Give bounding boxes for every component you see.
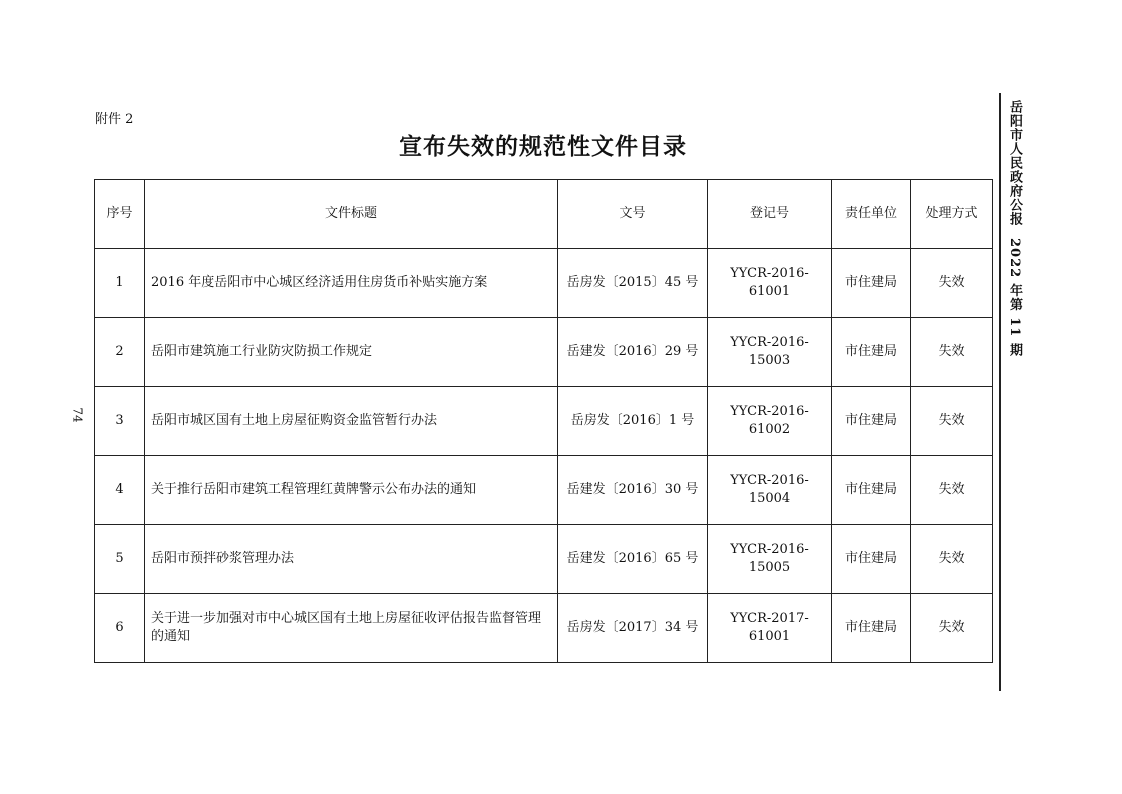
cell-doc-no: 岳房发〔2016〕1 号 <box>558 387 708 456</box>
side-divider <box>999 93 1001 691</box>
cell-action: 失效 <box>911 249 993 318</box>
table-row <box>95 249 993 318</box>
header-file-title: 文件标题 <box>145 180 558 249</box>
revoked-documents-table <box>94 179 993 663</box>
publication-sidebar <box>1005 100 1024 362</box>
header-no: 序号 <box>95 180 145 249</box>
table-row <box>95 525 993 594</box>
cell-no: 6 <box>95 594 145 663</box>
cell-no: 2 <box>95 318 145 387</box>
table-header-row <box>95 180 993 249</box>
cell-action: 失效 <box>911 525 993 594</box>
cell-title: 岳阳市预拌砂浆管理办法 <box>145 525 558 594</box>
cell-action: 失效 <box>911 594 993 663</box>
cell-reg-no: YYCR-2016-15005 <box>708 525 832 594</box>
table-row <box>95 318 993 387</box>
cell-reg-no: YYCR-2016-15003 <box>708 318 832 387</box>
publication-name: 岳阳市人民政府公报 <box>1007 100 1022 226</box>
cell-no: 1 <box>95 249 145 318</box>
issue-label: 2022 年第 11 期 <box>1007 237 1022 357</box>
table-row <box>95 456 993 525</box>
header-dept: 责任单位 <box>832 180 911 249</box>
cell-doc-no: 岳建发〔2016〕65 号 <box>558 525 708 594</box>
cell-dept: 市住建局 <box>832 249 911 318</box>
header-action: 处理方式 <box>911 180 993 249</box>
cell-dept: 市住建局 <box>832 318 911 387</box>
table-row <box>95 387 993 456</box>
cell-dept: 市住建局 <box>832 387 911 456</box>
header-doc-no: 文号 <box>558 180 708 249</box>
cell-dept: 市住建局 <box>832 456 911 525</box>
cell-title: 岳阳市建筑施工行业防灾防损工作规定 <box>145 318 558 387</box>
cell-action: 失效 <box>911 456 993 525</box>
cell-doc-no: 岳建发〔2016〕30 号 <box>558 456 708 525</box>
page-number: 74 <box>70 407 85 423</box>
cell-reg-no: YYCR-2016-15004 <box>708 456 832 525</box>
cell-title: 关于推行岳阳市建筑工程管理红黄牌警示公布办法的通知 <box>145 456 558 525</box>
cell-dept: 市住建局 <box>832 594 911 663</box>
cell-action: 失效 <box>911 318 993 387</box>
cell-reg-no: YYCR-2017-61001 <box>708 594 832 663</box>
document-title: 宣布失效的规范性文件目录 <box>399 133 687 160</box>
cell-title: 岳阳市城区国有土地上房屋征购资金监管暂行办法 <box>145 387 558 456</box>
cell-doc-no: 岳房发〔2015〕45 号 <box>558 249 708 318</box>
attachment-label: 附件 2 <box>95 112 134 127</box>
cell-action: 失效 <box>911 387 993 456</box>
cell-reg-no: YYCR-2016-61002 <box>708 387 832 456</box>
cell-reg-no: YYCR-2016-61001 <box>708 249 832 318</box>
cell-dept: 市住建局 <box>832 525 911 594</box>
cell-no: 5 <box>95 525 145 594</box>
header-reg-no: 登记号 <box>708 180 832 249</box>
cell-no: 3 <box>95 387 145 456</box>
cell-doc-no: 岳建发〔2016〕29 号 <box>558 318 708 387</box>
cell-no: 4 <box>95 456 145 525</box>
cell-title: 2016 年度岳阳市中心城区经济适用住房货币补贴实施方案 <box>145 249 558 318</box>
cell-title: 关于进一步加强对市中心城区国有土地上房屋征收评估报告监督管理的通知 <box>145 594 558 663</box>
table-row <box>95 594 993 663</box>
cell-doc-no: 岳房发〔2017〕34 号 <box>558 594 708 663</box>
